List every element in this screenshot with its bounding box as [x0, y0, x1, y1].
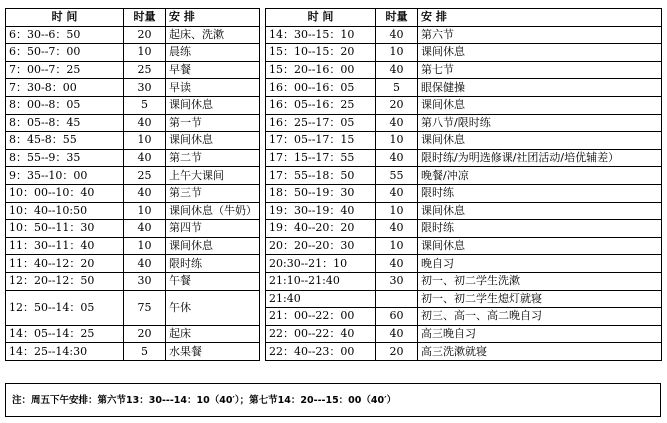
right-time-cell: 20:30--21：10: [266, 255, 376, 273]
right-duration-cell: 10: [376, 132, 418, 150]
right-activity-cell: 课间休息: [418, 44, 662, 62]
table-row: [6, 290, 662, 308]
table-row: [6, 44, 662, 62]
right-duration-cell: 10: [376, 202, 418, 220]
right-duration-cell: 20: [376, 343, 418, 361]
left-time-cell: 8：45-8：55: [6, 132, 124, 150]
right-activity-cell: 初一、初二学生洗漱: [418, 272, 662, 290]
right-time-cell: 17：15--17：55: [266, 149, 376, 167]
left-time-cell: 14：25--14:30: [6, 343, 124, 361]
right-activity-cell: 初三、高一、高二晚自习: [418, 308, 662, 326]
table-row: [6, 114, 662, 132]
right-duration-cell: 40: [376, 114, 418, 132]
header-activity-left: 安 排: [166, 9, 260, 27]
left-activity-cell: 午休: [166, 290, 260, 325]
table-row: [6, 79, 662, 97]
left-activity-cell: 课间休息（牛奶）: [166, 202, 260, 220]
right-time-cell: 18：50--19：30: [266, 184, 376, 202]
right-time-cell: 19：40--20：20: [266, 220, 376, 238]
table-row: [6, 325, 662, 343]
left-time-cell: 10：00--10：40: [6, 184, 124, 202]
left-activity-cell: 课间休息: [166, 96, 260, 114]
right-activity-cell: 眼保健操: [418, 79, 662, 97]
right-time-cell: 17：05--17：15: [266, 132, 376, 150]
header-duration-left: 时量: [124, 9, 166, 27]
left-duration-cell: 25: [124, 167, 166, 185]
left-activity-cell: 早餐: [166, 61, 260, 79]
right-activity-cell: 课间休息: [418, 96, 662, 114]
right-activity-cell: 第六节: [418, 26, 662, 44]
table-row: [6, 343, 662, 361]
right-activity-cell: 课间休息: [418, 132, 662, 150]
table-row: [6, 61, 662, 79]
left-activity-cell: 第四节: [166, 220, 260, 238]
left-duration-cell: 10: [124, 44, 166, 62]
left-duration-cell: 30: [124, 272, 166, 290]
right-activity-cell: 晚自习: [418, 255, 662, 273]
table-row: [6, 255, 662, 273]
table-row: [6, 26, 662, 44]
right-activity-cell: 第八节/限时练: [418, 114, 662, 132]
table-row: [6, 96, 662, 114]
right-duration-cell: 40: [376, 61, 418, 79]
right-time-cell: 15：20--16：00: [266, 61, 376, 79]
right-time-cell: 17：55--18：50: [266, 167, 376, 185]
left-duration-cell: 40: [124, 220, 166, 238]
left-activity-cell: 限时练: [166, 255, 260, 273]
table-row: [6, 272, 662, 290]
right-time-cell: 14：30--15：10: [266, 26, 376, 44]
left-duration-cell: 5: [124, 96, 166, 114]
schedule-body: [6, 9, 662, 361]
header-time-right: 时 间: [266, 9, 376, 27]
left-duration-cell: 40: [124, 149, 166, 167]
right-duration-cell: 40: [376, 26, 418, 44]
right-time-cell: 19：30--19：40: [266, 202, 376, 220]
left-time-cell: 8：05--8：45: [6, 114, 124, 132]
right-time-cell: 16：25--17：05: [266, 114, 376, 132]
right-duration-cell: 30: [376, 272, 418, 290]
left-time-cell: 8：55--9：35: [6, 149, 124, 167]
left-activity-cell: 第一节: [166, 114, 260, 132]
right-time-cell: 16：05--16：25: [266, 96, 376, 114]
table-row: [6, 220, 662, 238]
right-time-cell: 20：20--20：30: [266, 237, 376, 255]
right-time-cell: 16：00--16：05: [266, 79, 376, 97]
left-time-cell: 7：00--7：25: [6, 61, 124, 79]
right-time-cell: 21:40: [266, 290, 376, 308]
left-duration-cell: 40: [124, 184, 166, 202]
footnote: 注：周五下午安排：第六节13：30---14：10（40′）；第七节14：20---15：00（40′）: [5, 383, 661, 417]
left-duration-cell: 10: [124, 132, 166, 150]
right-duration-cell: 55: [376, 167, 418, 185]
left-duration-cell: 20: [124, 26, 166, 44]
table-row: [6, 237, 662, 255]
right-activity-cell: 课间休息: [418, 237, 662, 255]
left-time-cell: 11：30--11：40: [6, 237, 124, 255]
left-activity-cell: 晨练: [166, 44, 260, 62]
left-time-cell: 6：50--7：00: [6, 44, 124, 62]
right-time-cell: 21：00--22：00: [266, 308, 376, 326]
right-duration-cell: 10: [376, 237, 418, 255]
right-duration-cell: 40: [376, 220, 418, 238]
table-row: [6, 167, 662, 185]
left-activity-cell: 课间休息: [166, 132, 260, 150]
right-duration-cell: [376, 290, 418, 308]
left-time-cell: 11：40--12：20: [6, 255, 124, 273]
right-activity-cell: 限时练/为明选修课/社团活动/培优辅差）: [418, 149, 662, 167]
right-duration-cell: 40: [376, 255, 418, 273]
right-time-cell: 21:10--21:40: [266, 272, 376, 290]
right-duration-cell: 40: [376, 184, 418, 202]
header-time-left: 时 间: [6, 9, 124, 27]
left-duration-cell: 20: [124, 325, 166, 343]
left-activity-cell: 早读: [166, 79, 260, 97]
table-row: [6, 132, 662, 150]
left-activity-cell: 第二节: [166, 149, 260, 167]
table-row: [6, 202, 662, 220]
right-activity-cell: 课间休息: [418, 202, 662, 220]
right-time-cell: 15：10--15：20: [266, 44, 376, 62]
left-time-cell: 8：00--8：05: [6, 96, 124, 114]
left-duration-cell: 75: [124, 290, 166, 325]
left-duration-cell: 10: [124, 237, 166, 255]
left-activity-cell: 起床: [166, 325, 260, 343]
left-time-cell: 10：40--10:50: [6, 202, 124, 220]
left-duration-cell: 5: [124, 343, 166, 361]
left-duration-cell: 25: [124, 61, 166, 79]
left-time-cell: 12：20--12：50: [6, 272, 124, 290]
left-time-cell: 12：50--14：05: [6, 290, 124, 325]
right-duration-cell: 60: [376, 308, 418, 326]
left-duration-cell: 30: [124, 79, 166, 97]
left-activity-cell: 课间休息: [166, 237, 260, 255]
right-duration-cell: 40: [376, 325, 418, 343]
table-row: [6, 184, 662, 202]
right-time-cell: 22：00--22：40: [266, 325, 376, 343]
right-activity-cell: 限时练: [418, 220, 662, 238]
right-time-cell: 22：40--23：00: [266, 343, 376, 361]
right-activity-cell: 高三洗漱就寝: [418, 343, 662, 361]
left-activity-cell: 上午大课间: [166, 167, 260, 185]
left-time-cell: 9：35--10：00: [6, 167, 124, 185]
right-activity-cell: 晚餐/冲凉: [418, 167, 662, 185]
right-activity-cell: 限时练: [418, 184, 662, 202]
left-time-cell: 7：30-8：00: [6, 79, 124, 97]
right-duration-cell: 5: [376, 79, 418, 97]
schedule-table: [5, 8, 662, 361]
left-duration-cell: 10: [124, 202, 166, 220]
table-row: [6, 149, 662, 167]
left-time-cell: 14：05--14：25: [6, 325, 124, 343]
left-activity-cell: 水果餐: [166, 343, 260, 361]
right-duration-cell: 10: [376, 44, 418, 62]
left-duration-cell: 40: [124, 114, 166, 132]
right-duration-cell: 20: [376, 96, 418, 114]
left-activity-cell: 午餐: [166, 272, 260, 290]
right-activity-cell: 初一、初二学生熄灯就寝: [418, 290, 662, 308]
left-time-cell: 10：50--11：30: [6, 220, 124, 238]
header-duration-right: 时量: [376, 9, 418, 27]
left-time-cell: 6：30--6：50: [6, 26, 124, 44]
left-duration-cell: 40: [124, 255, 166, 273]
left-activity-cell: 第三节: [166, 184, 260, 202]
header-activity-right: 安 排: [418, 9, 662, 27]
right-duration-cell: 40: [376, 149, 418, 167]
header-row: [6, 9, 662, 27]
schedule-sheet: [5, 8, 662, 361]
right-activity-cell: 高三晚自习: [418, 325, 662, 343]
right-activity-cell: 第七节: [418, 61, 662, 79]
left-activity-cell: 起床、洗漱: [166, 26, 260, 44]
